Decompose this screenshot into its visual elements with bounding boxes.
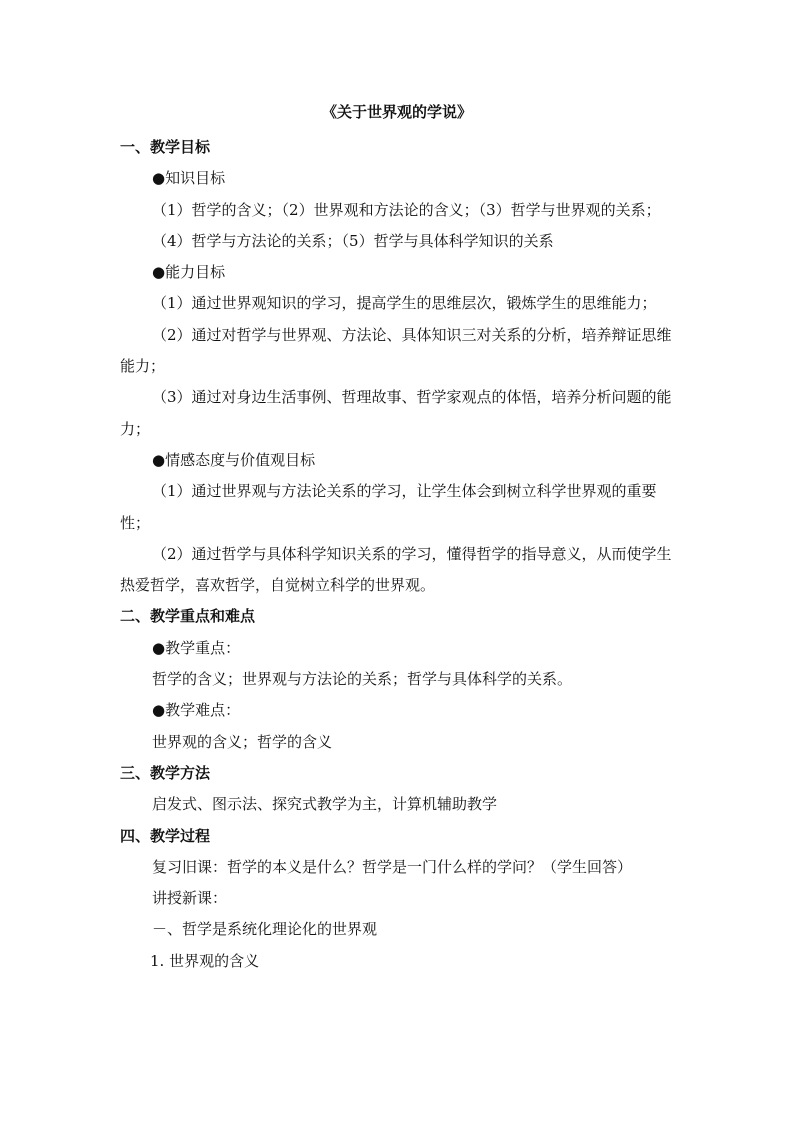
ability-goal-line-3: （3）通过对身边生活事例、哲理故事、哲学家观点的体悟，培养分析问题的能力； xyxy=(120,388,672,438)
document-title: 《关于世界观的学说》 xyxy=(321,103,472,121)
key-point-label: ●教学重点： xyxy=(152,638,241,657)
subsection-item: 1. 世界观的含义 xyxy=(150,951,260,970)
section-heading-key-points: 二、教学重点和难点 xyxy=(120,607,256,626)
knowledge-goal-line-1: （1）哲学的含义；（2）世界观和方法论的含义；（3）哲学与世界观的关系； xyxy=(152,200,661,219)
difficulty-label: ●教学难点： xyxy=(152,701,241,720)
emotion-goal-label: ●情感态度与价值观目标 xyxy=(152,450,316,469)
difficulty-text: 世界观的含义；哲学的含义 xyxy=(152,732,333,751)
review-text: 复习旧课：哲学的本义是什么？哲学是一门什么样的学问？（学生回答） xyxy=(152,857,633,876)
emotion-goal-line-1: （1）通过世界观与方法论关系的学习，让学生体会到树立科学世界观的重要性； xyxy=(120,482,657,532)
ability-goal-line-1: （1）通过世界观知识的学习，提高学生的思维层次，锻炼学生的思维能力； xyxy=(152,294,657,313)
methods-text: 启发式、图示法、探究式教学为主，计算机辅助教学 xyxy=(152,795,498,814)
section-heading-methods: 三、教学方法 xyxy=(120,763,211,782)
knowledge-goal-line-2: （4）哲学与方法论的关系；（5）哲学与具体科学知识的关系 xyxy=(152,231,554,250)
ability-goal-label: ●能力目标 xyxy=(152,263,226,282)
document-body xyxy=(120,132,676,977)
emotion-goal-line-2: （2）通过哲学与具体科学知识关系的学习，懂得哲学的指导意义，从而使学生热爱哲学，喜欢哲学，自觉树立科学的世界观。 xyxy=(120,544,672,595)
knowledge-goal-label: ●知识目标 xyxy=(152,169,226,188)
key-point-text: 哲学的含义；世界观与方法论的关系；哲学与具体科学的关系。 xyxy=(152,670,573,689)
new-lesson-label: 讲授新课： xyxy=(152,889,228,908)
subsection-heading: －、哲学是系统化理论化的世界观 xyxy=(152,920,378,939)
section-heading-objectives: 一、教学目标 xyxy=(120,138,211,156)
section-heading-process: 四、教学过程 xyxy=(120,826,211,845)
ability-goal-line-2: （2）通过对哲学与世界观、方法论、具体知识三对关系的分析，培养辩证思维能力； xyxy=(120,325,672,376)
